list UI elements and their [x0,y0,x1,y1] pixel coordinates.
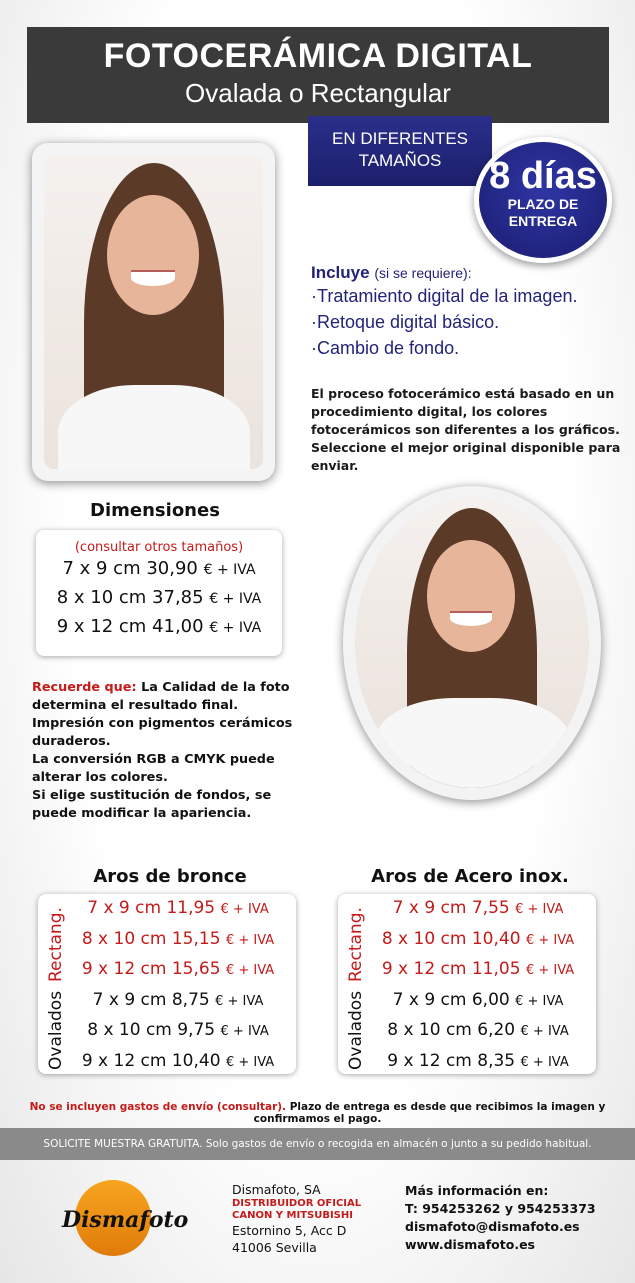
includes-heading-note: (si se requiere): [374,265,472,281]
price-row: 7 x 9 cm 8,75 € + IVA [92,989,264,1010]
sizes-banner [308,116,492,186]
shipping-note-rest: Plazo de entrega es desde que recibimos la imagen y confirmamos el pago. [253,1101,606,1125]
distributor-line: CANON Y MITSUBISHI [232,1210,353,1221]
portrait-photo-oval [355,498,589,788]
oval-photo-frame [343,486,601,800]
include-item: ·Cambio de fondo. [311,338,460,358]
bronze-price-card [38,894,296,1074]
include-item: ·Retoque digital básico. [311,312,500,332]
reminder-text: La Calidad de la foto determina el resultado final. [32,680,290,713]
sample-rest: Solo gastos de envío o recogida en almacén o junto a su pedido habitual. [205,1138,592,1150]
bronze-title: Aros de bronce [93,866,247,887]
shipping-note [0,1101,635,1125]
price-row: 7 x 9 cm 7,55 € + IVA [392,898,564,918]
logo-text: Dismafoto [62,1207,189,1233]
includes-section [311,263,631,361]
price-row: 7 x 9 cm 11,95 € + IVA [87,898,269,918]
dimensions-note: (consultar otros tamaños) [74,540,244,555]
reminder-text: La conversión RGB a CMYK puede alterar los colores. [32,752,275,785]
rectangular-photo-frame [32,143,275,481]
price-row: 7 x 9 cm 6,00 € + IVA [392,989,564,1010]
steel-title: Aros de Acero inox. [371,866,569,887]
reminder-text: Impresión con pigmentos cerámicos duraderos. [32,716,293,749]
page-title: FOTOCERÁMICA DIGITAL [103,37,533,75]
badge-days: 8 días [489,155,597,197]
header-banner [27,27,609,123]
company-name: Dismafoto, SA [232,1182,321,1197]
delivery-badge [474,137,612,263]
steel-rect-label: Rectang. [346,907,366,982]
price-row: 9 x 12 cm 8,35 € + IVA [387,1050,569,1071]
reminder-section [32,679,302,823]
contact-block [405,1182,596,1254]
price-row: 9 x 12 cm 41,00 € + IVA [56,616,262,637]
process-text: El proceso fotocerámico está basado en un procedimiento digital, los colores fotocerámicos son diferentes a los gráficos. Seleccione el mejor original disponible para enviar. [311,386,621,473]
page-subtitle: Ovalada o Rectangular [185,78,451,108]
badge-line-2: ENTREGA [508,213,578,229]
include-item: ·Tratamiento digital de la imagen. [311,286,578,306]
distributor-line: DISTRIBUIDOR OFICIAL [232,1198,362,1209]
badge-line-1: PLAZO DE [507,196,579,212]
price-row: 7 x 9 cm 30,90 € + IVA [62,558,256,579]
price-row: 8 x 10 cm 9,75 € + IVA [87,1020,269,1040]
contact-web[interactable]: www.dismafoto.es [405,1237,535,1252]
steel-oval-label: Ovalados [346,990,366,1070]
dimensions-title: Dimensiones [90,500,220,521]
sample-banner [0,1128,635,1160]
bronze-rect-label: Rectang. [46,907,66,982]
bronze-oval-label: Ovalados [46,990,66,1070]
price-row: 8 x 10 cm 6,20 € + IVA [387,1020,569,1040]
contact-phone: T: 954253262 y 954253373 [405,1201,596,1216]
shipping-note-red: No se incluyen gastos de envío (consultar). [29,1101,287,1113]
street: Estornino 5, Acc D [232,1223,347,1238]
price-row: 9 x 12 cm 10,40 € + IVA [81,1050,275,1071]
price-row: 9 x 12 cm 11,05 € + IVA [381,959,575,979]
price-row: 8 x 10 cm 37,85 € + IVA [56,587,262,608]
price-row: 8 x 10 cm 15,15 € + IVA [81,928,275,949]
city: 41006 Sevilla [232,1240,317,1255]
reminder-text: Si elige sustitución de fondos, se puede modificar la apariencia. [32,788,272,821]
contact-email[interactable]: dismafoto@dismafoto.es [405,1219,580,1234]
sample-strong: SOLICITE MUESTRA GRATUITA. [43,1138,203,1150]
steel-price-card [338,894,596,1074]
address-block [232,1181,361,1256]
sizes-line-2: TAMAÑOS [358,151,442,170]
portrait-photo-rect [44,155,263,469]
includes-heading: Incluye [311,263,370,282]
price-row: 9 x 12 cm 15,65 € + IVA [81,959,275,979]
price-row: 8 x 10 cm 10,40 € + IVA [381,928,575,949]
reminder-label: Recuerde que: [32,680,137,695]
sizes-line-1: EN DIFERENTES [331,129,469,148]
dimensions-card [36,530,282,656]
contact-heading: Más información en: [405,1183,549,1198]
